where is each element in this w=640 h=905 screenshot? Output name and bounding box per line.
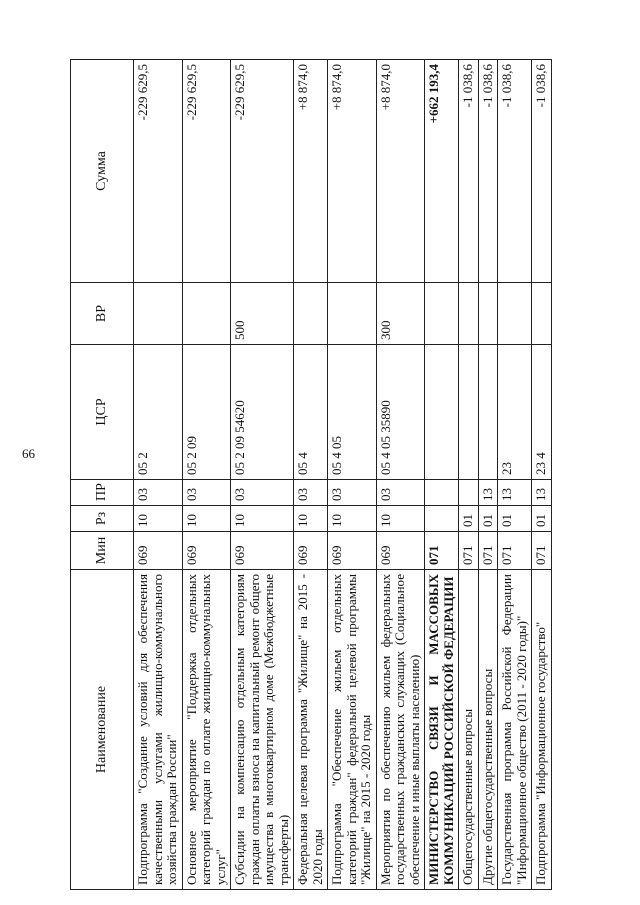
row-rz-cell <box>425 506 459 532</box>
row-vr-cell <box>134 283 183 345</box>
table-row <box>182 60 231 890</box>
row-rz-cell: 01 <box>478 506 498 532</box>
row-csr-cell: 23 4 <box>532 345 552 480</box>
row-vr-cell <box>328 283 377 345</box>
row-pr-cell: 03 <box>376 480 425 506</box>
table-row <box>459 60 479 890</box>
row-vr-cell <box>182 283 231 345</box>
row-csr-cell: 05 2 09 54620 <box>231 345 294 480</box>
row-name-cell: Мероприятия по обеспечению жильем федеральных государственных гражданских служащих (Социальное обеспечение и иные выплаты населению) <box>376 570 425 890</box>
row-vr-cell <box>294 283 328 345</box>
row-rz-cell: 01 <box>498 506 532 532</box>
row-sum-cell: +8 874,0 <box>294 60 328 283</box>
row-min-cell: 069 <box>231 532 294 570</box>
row-sum-cell: -1 038,6 <box>478 60 498 283</box>
row-rz-cell: 10 <box>134 506 183 532</box>
table-header-row <box>71 60 134 890</box>
table-row <box>376 60 425 890</box>
table-row <box>328 60 377 890</box>
row-pr-cell: 13 <box>478 480 498 506</box>
row-vr-cell <box>478 283 498 345</box>
document-sheet <box>70 60 605 890</box>
row-name-cell: Федеральная целевая программа "Жилище" на 2015 - 2020 годы <box>294 570 328 890</box>
row-min-cell: 069 <box>294 532 328 570</box>
row-min-cell: 071 <box>459 532 479 570</box>
row-csr-cell: 05 4 05 35890 <box>376 345 425 480</box>
row-csr-cell <box>425 345 459 480</box>
row-name-cell: Основное мероприятие "Поддержка отдельных категорий граждан по оплате жилищно-коммунальных услуг" <box>182 570 231 890</box>
row-pr-cell <box>459 480 479 506</box>
row-vr-cell <box>498 283 532 345</box>
row-min-cell: 071 <box>478 532 498 570</box>
row-min-cell: 069 <box>328 532 377 570</box>
row-pr-cell: 03 <box>182 480 231 506</box>
row-rz-cell: 01 <box>459 506 479 532</box>
row-min-cell: 069 <box>182 532 231 570</box>
row-min-cell: 069 <box>376 532 425 570</box>
row-name-cell: Другие общегосударственные вопросы <box>478 570 498 890</box>
row-name-cell: МИНИСТЕРСТВО СВЯЗИ И МАССОВЫХ КОММУНИКАЦИЙ РОССИЙСКОЙ ФЕДЕРАЦИИ <box>425 570 459 890</box>
row-rz-cell: 10 <box>182 506 231 532</box>
row-rz-cell: 01 <box>532 506 552 532</box>
row-pr-cell: 03 <box>134 480 183 506</box>
header-name: Наименование <box>71 570 134 890</box>
row-sum-cell: -229 629,5 <box>182 60 231 283</box>
row-vr-cell <box>532 283 552 345</box>
row-sum-cell: +8 874,0 <box>328 60 377 283</box>
row-csr-cell: 05 2 09 <box>182 345 231 480</box>
row-pr-cell: 13 <box>498 480 532 506</box>
table-row <box>532 60 552 890</box>
row-name-cell: Субсидии на компенсацию отдельным категориям граждан оплаты взноса на капитальный ремонт общего имущества в многоквартирном доме (Межбюджетные трансферты) <box>231 570 294 890</box>
header-csr: ЦСР <box>71 345 134 480</box>
row-min-cell: 071 <box>498 532 532 570</box>
row-rz-cell: 10 <box>376 506 425 532</box>
row-pr-cell: 03 <box>294 480 328 506</box>
row-sum-cell: -1 038,6 <box>459 60 479 283</box>
table-row <box>425 60 459 890</box>
row-name-cell: Подпрограмма "Создание условий для обеспечения качественными услугами жилищно-коммунального хозяйства граждан России" <box>134 570 183 890</box>
header-sum: Сумма <box>71 60 134 283</box>
table-row <box>134 60 183 890</box>
row-sum-cell: -1 038,6 <box>498 60 532 283</box>
row-rz-cell: 10 <box>328 506 377 532</box>
row-name-cell: Подпрограмма "Обеспечение жильем отдельных категорий граждан" федеральной целевой программы "Жилище" на 2015 - 2020 годы <box>328 570 377 890</box>
table-body <box>134 60 552 890</box>
table-row <box>294 60 328 890</box>
row-sum-cell: +662 193,4 <box>425 60 459 283</box>
row-min-cell: 071 <box>532 532 552 570</box>
row-sum-cell: -229 629,5 <box>231 60 294 283</box>
row-pr-cell: 03 <box>328 480 377 506</box>
row-name-cell: Подпрограмма "Информационное государство" <box>532 570 552 890</box>
row-rz-cell: 10 <box>231 506 294 532</box>
page-number: 66 <box>22 446 35 461</box>
row-sum-cell: +8 874,0 <box>376 60 425 283</box>
row-sum-cell: -1 038,6 <box>532 60 552 283</box>
table-row <box>231 60 294 890</box>
row-min-cell: 071 <box>425 532 459 570</box>
row-rz-cell: 10 <box>294 506 328 532</box>
row-vr-cell: 300 <box>376 283 425 345</box>
row-pr-cell: 13 <box>532 480 552 506</box>
row-csr-cell: 23 <box>498 345 532 480</box>
header-rz: Рз <box>71 506 134 532</box>
row-min-cell: 069 <box>134 532 183 570</box>
table-row <box>498 60 532 890</box>
row-sum-cell: -229 629,5 <box>134 60 183 283</box>
row-name-cell: Общегосударственные вопросы <box>459 570 479 890</box>
row-csr-cell <box>459 345 479 480</box>
row-pr-cell <box>425 480 459 506</box>
row-csr-cell: 05 2 <box>134 345 183 480</box>
row-vr-cell: 500 <box>231 283 294 345</box>
row-name-cell: Государственная программа Российской Федерации "Информационное общество (2011 - 2020 годы)" <box>498 570 532 890</box>
row-csr-cell: 05 4 05 <box>328 345 377 480</box>
row-vr-cell <box>425 283 459 345</box>
header-min: Мин <box>71 532 134 570</box>
table-row <box>478 60 498 890</box>
header-vr: ВР <box>71 283 134 345</box>
budget-table <box>70 59 552 890</box>
row-pr-cell: 03 <box>231 480 294 506</box>
row-vr-cell <box>459 283 479 345</box>
header-pr: ПР <box>71 480 134 506</box>
row-csr-cell: 05 4 <box>294 345 328 480</box>
row-csr-cell <box>478 345 498 480</box>
